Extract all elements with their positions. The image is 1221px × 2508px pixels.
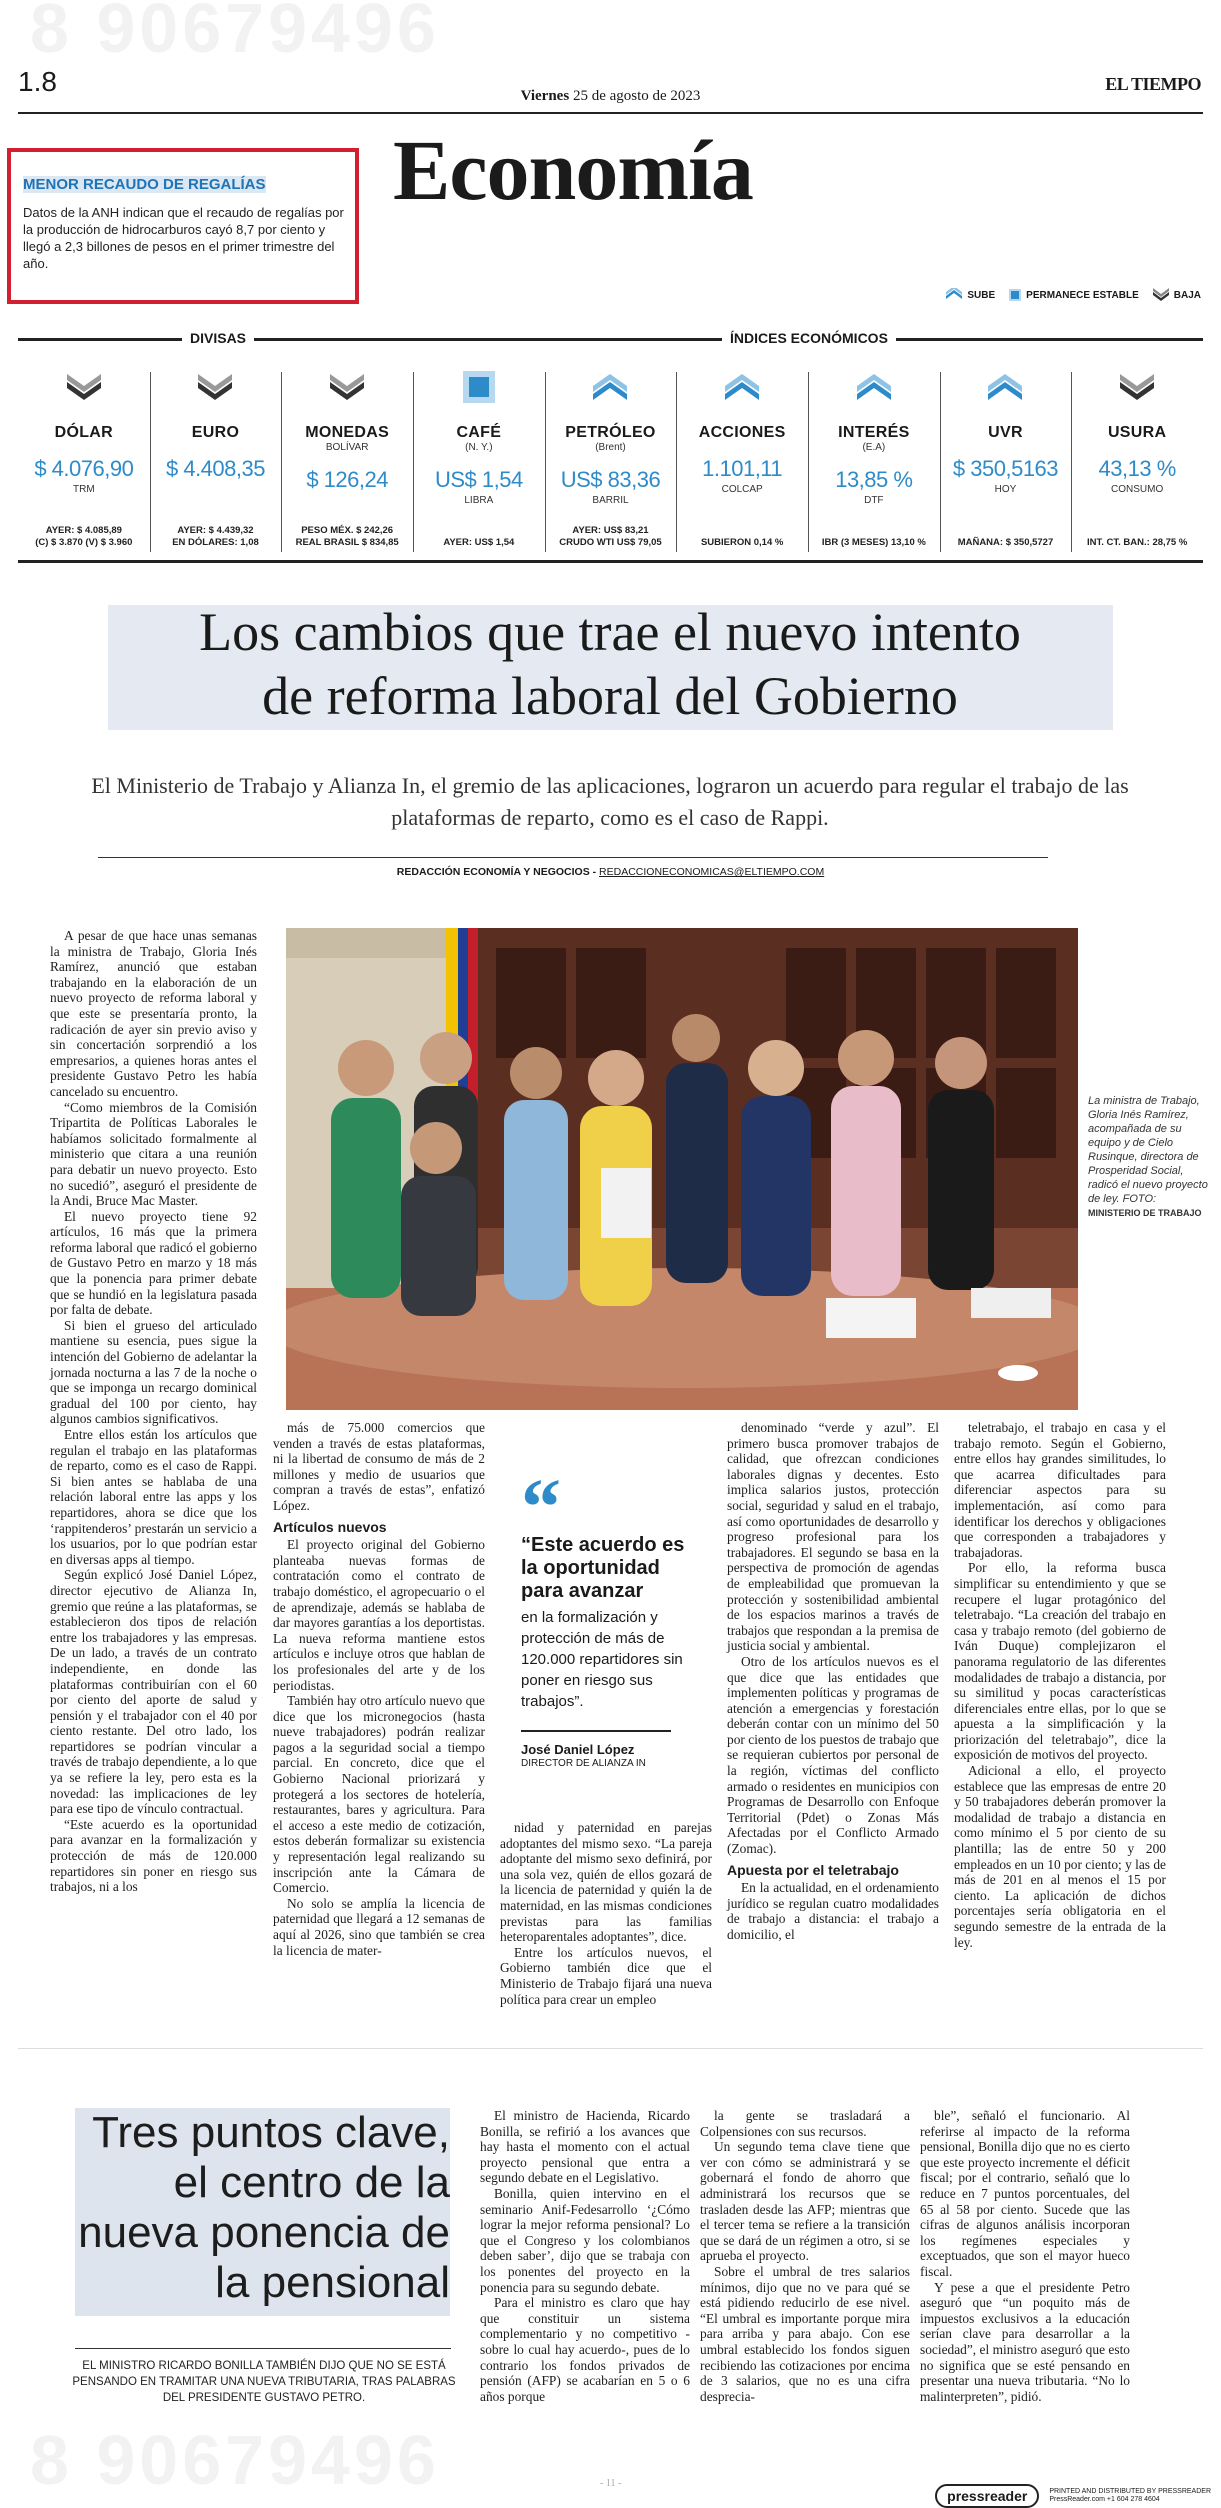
page-number: 1.8 xyxy=(18,66,57,97)
indices-label: ÍNDICES ECONÓMICOS xyxy=(722,330,896,346)
market-name: CAFÉ xyxy=(456,424,502,441)
market-unit: TRM xyxy=(72,484,95,495)
market-value: $ 126,24 xyxy=(306,467,388,492)
market-foot-1: PESO MÉX. $ 242,26 xyxy=(301,525,394,536)
second-story-headline: Tres puntos clave, el centro de la nueva ponencia de la pensional xyxy=(78,2108,450,2307)
legend-stable xyxy=(1009,289,1139,301)
market-footnote xyxy=(413,537,545,549)
pull-quote-lead: “Este acuerdo es la oportunidad para avanzar xyxy=(521,1534,685,1602)
legend-up xyxy=(946,288,995,302)
market-value: $ 4.408,35 xyxy=(165,456,265,481)
market-value: 13,85 % xyxy=(835,467,913,492)
trend-down-icon xyxy=(1071,370,1203,404)
market-foot-1: AYER: $ 4.439,32 xyxy=(177,525,254,536)
paragraph: Y pese a que el presidente Petro aseguró que “un poquito más de impuestos exclusivos a la educación serían clave para desarrollar a la sociedad”, el ministro aseguró que esto no significa que se esté pensando en presentar una nueva tributaria. “No lo malinterpreten”, pidió. xyxy=(920,2279,1130,2404)
paragraph: En la actualidad, en el ordenamiento jurídico se regulan cuatro modalidades de trabajo a distancia: el trabajo a domicilio, el xyxy=(727,1880,939,1942)
legend-stable-label: PERMANECE ESTABLE xyxy=(1026,289,1139,301)
subhead-articulos-nuevos: Artículos nuevos xyxy=(273,1518,387,1535)
pressreader-footer xyxy=(935,2484,1211,2508)
date-rest: 25 de agosto de 2023 xyxy=(572,88,701,104)
photo-credit: MINISTERIO DE TRABAJO xyxy=(1088,1208,1202,1218)
second-story-rule xyxy=(75,2348,451,2349)
photo-caption-text: La ministra de Trabajo, Gloria Inés Ramírez, acompañada de su equipo y de Cielo Rusinque, directora de Prosperidad Social, radicó el nuevo proyecto de ley. FOTO: xyxy=(1088,1095,1208,1205)
quote-mark-icon: “ xyxy=(521,1464,561,1552)
second-column-2 xyxy=(700,2108,910,2404)
byline-email-link[interactable]: REDACCIONECONOMICAS@ELTIEMPO.COM xyxy=(599,866,825,878)
paragraph: denominado “verde y azul”. El primero busca promover trabajos de calidad, que ofrezcan condiciones laborales dignas y decentes. Esto implica salarios justos, protección social, seguridad y salud en el trabajo, así como oportunidades de desarrollo y progreso profesional para los trabajadores. El segundo se basa en la perspectiva de promoción de agendas de empleabilidad que promuevan la protección y sostenibilidad ambiental de los espacios marinos a través de trabajos que respondan a la premisa de justicia social y ambiental. xyxy=(727,1420,939,1654)
market-footnote xyxy=(545,525,677,549)
paragraph: El proyecto original del Gobierno planteaba nuevas formas de contratación como el contrato de trabajo doméstico, el agropecuario o el de aprendizaje, además se hablaba de dar mayores garantías a los deportistas. La nueva reforma mantiene estos artículos e incluye otros que hablan de los profesionales del arte y de los periodistas. xyxy=(273,1537,485,1693)
trend-up-icon xyxy=(808,370,940,404)
market-subname: BOLÍVAR xyxy=(325,442,369,453)
market-separator xyxy=(808,372,809,552)
pressreader-line-2: PressReader.com +1 604 278 4604 xyxy=(1049,2496,1160,2503)
market-subname: (N. Y.) xyxy=(465,442,493,453)
market-separator xyxy=(281,372,282,552)
paragraph: Sobre el umbral de tres salarios mínimos, dijo que no ve para qué se está pidiendo reducirlo de ese nivel. “El umbral es importante porque mira para arriba y para abajo. Con ese umbral establecido los fondos siguen recibiendo las cotizaciones por encima de 3 salarios, que no es una cifra despreciа- xyxy=(700,2263,910,2404)
market-name: MONEDAS xyxy=(305,424,390,441)
summary-text: Datos de la ANH indican que el recaudo de regalías por la producción de hidrocarburos cayó 8,7 por ciento y llegó a 2,3 billones de pesos en el primer trimestre del año. xyxy=(23,205,344,271)
pressreader-text xyxy=(1049,2488,1211,2504)
paragraph: El ministro de Hacienda, Ricardo Bonilla, se refirió a los avances que hay hasta el momento con el actual proyecto pensional que entra a segundo debate en el Legislativo. xyxy=(480,2108,690,2186)
market-value: US$ 83,36 xyxy=(560,467,661,492)
paragraph: ble”, señaló el funcionario. Al referirse al impacto de la reforma pensional, Bonilla dijo que no es cierto que este proyecto incremente el déficit fiscal; por el contrario, señaló que lo reduce en 7 puntos porcentuales, del 65 al 58 por ciento. Sucede que las cifras de algunos análisis incorporan los regímenes especiales y exceptuados, que son el mayor hueco fiscal. xyxy=(920,2108,1130,2279)
market-separator xyxy=(150,372,151,552)
up-arrow-icon xyxy=(946,288,962,302)
market-footnote xyxy=(808,537,940,549)
market-foot-2: IBR (3 MESES) 13,10 % xyxy=(821,537,926,548)
pressreader-line-1: PRINTED AND DISTRIBUTED BY PRESSREADER xyxy=(1049,2488,1211,2495)
market-unit: BARRIL xyxy=(592,495,629,506)
market-footnote xyxy=(18,525,150,549)
legend-up-label: SUBE xyxy=(967,289,996,301)
market-cell-acciones xyxy=(676,360,808,555)
paragraph: Adicional a ello, el proyecto establece que las empresas de entre 20 y 50 trabajadores deberán promover la modalidad de trabajo a distancia en como mínimo el 5 por ciento de su plantilla; las de entre 50 y 200 empleados en un 10 por ciento; y las de más de 201 en al menos el 15 por ciento. La aplicación de dichos porcentajes sería obligatoria en el segundo semestre de la entrada de la ley. xyxy=(954,1763,1166,1950)
market-unit: HOY xyxy=(994,484,1017,495)
paragraph: más de 75.000 comercios que venden a través de estas plataformas, ni la libertad de consumo de más de 2 millones y medio de usuarios que compran a través de estas”, enfatizó López. xyxy=(273,1420,485,1513)
second-column-3 xyxy=(920,2108,1130,2404)
market-name: DÓLAR xyxy=(54,424,114,441)
summary-kicker: MENOR RECAUDO DE REGALÍAS xyxy=(23,176,266,193)
market-name: USURA xyxy=(1107,424,1167,441)
paragraph: la gente se trasladará a Colpensiones con sus recursos. xyxy=(700,2108,910,2139)
market-cell-dólar xyxy=(18,360,150,555)
market-unit: COLCAP xyxy=(721,484,763,495)
trend-up-icon xyxy=(676,370,808,404)
trend-stable-icon xyxy=(413,370,545,404)
page-mark: - 11 - xyxy=(600,2478,622,2489)
market-separator xyxy=(676,372,677,552)
pull-quote xyxy=(521,1534,701,1712)
market-foot-2: INT. CT. BAN.: 28,75 % xyxy=(1087,537,1188,548)
paragraph: Entre los artículos nuevos, el Gobierno también dice que el Ministerio de Trabajo fijará una nueva política para crear un empleo xyxy=(500,1944,712,2007)
market-foot-2: REAL BRASIL $ 834,85 xyxy=(295,537,399,548)
watermark-top: 8 90679496 xyxy=(30,0,440,67)
headline xyxy=(60,600,1160,728)
byline-text: REDACCIÓN ECONOMÍA Y NEGOCIOS - xyxy=(396,866,600,878)
market-foot-2: (C) $ 3.870 (V) $ 3.960 xyxy=(35,537,133,548)
group-photo-illustration xyxy=(286,928,1078,1410)
trend-up-icon xyxy=(545,370,677,404)
market-cell-interés xyxy=(808,360,940,555)
article-column-4 xyxy=(727,1420,939,1943)
market-value: $ 350,5163 xyxy=(952,456,1059,481)
trend-down-icon xyxy=(150,370,282,404)
paragraph: Si bien el grueso del articulado mantiene su esencia, pues sigue la intención del Gobierno de adelantar la jornada nocturna a las 7 de la noche o que se imponga un recargo dominical gradual del 100 por ciento, hay algunos cambios significativos. xyxy=(50,1317,257,1427)
market-name: ACCIONES xyxy=(698,424,786,441)
article-column-5 xyxy=(954,1420,1166,1950)
legend-down xyxy=(1153,288,1201,302)
stable-square-icon xyxy=(1009,289,1021,301)
markets-bottom-rule xyxy=(18,560,1203,563)
market-cell-petróleo xyxy=(545,360,677,555)
paragraph: Bonilla, quien intervino en el seminario Anif-Fedesarrollo ‘¿Cómo lograr la mejor reforma pensional? Lo que el Congreso y los colombianos deben saber’, dijo que se trabaja con los ponentes del proyecto en la ponencia para su segundo debate. xyxy=(480,2185,690,2295)
date-day: Viernes xyxy=(520,88,570,104)
paragraph: Según explicó José Daniel López, director ejecutivo de Alianza In, gremio que reúne a las plataformas, se establecieron dos tipos de relación entre los trabajadores y las empresas. De un lado, a través de un contrato independiente, en donde las plataformas contribuirían con el 60 por ciento del aporte de salud y pensión y el trabajador con el 40 por ciento restante. Del otro lado, los repartidores se podrían vincular a través de trabajo dependiente, a lo que ya se refiere la ley, pero esta es la novedad: las implicaciones de ley para ese tipo de vínculo contractual. xyxy=(50,1567,257,1817)
market-cell-café xyxy=(413,360,545,555)
headline-line-2: de reforma laboral del Gobierno xyxy=(262,666,958,726)
article-photo xyxy=(286,928,1078,1410)
pull-quote-name: José Daniel López xyxy=(521,1742,635,1757)
market-cell-monedas xyxy=(281,360,413,555)
market-name: INTERÉS xyxy=(838,424,910,441)
headline-line-1: Los cambios que trae el nuevo intento xyxy=(199,602,1021,662)
market-foot-2: SUBIERON 0,14 % xyxy=(700,537,784,548)
market-name: UVR xyxy=(988,424,1023,441)
paragraph: “Este acuerdo es la oportunidad para avanzar en la formalización y protección de más de 120.000 repartidores sin poner en riesgo sus trabajos, ni a los xyxy=(50,1816,257,1895)
down-arrow-icon xyxy=(1153,288,1169,302)
market-cell-usura xyxy=(1071,360,1203,555)
market-separator xyxy=(940,372,941,552)
market-subname: (Brent) xyxy=(595,442,626,453)
paragraph: Entre ellos están los artículos que regulan el trabajo en las plataformas de reparto, como es el caso de Rappi. Si bien antes se hablaba de una relación laboral entre las apps y los repartidores, ahora se dice que los ‘rappitenderos’ prestarán un servicio a los usuarios, por lo que podrían estar en diversas apps al tiempo. xyxy=(50,1427,257,1567)
market-subname: (E.A) xyxy=(862,442,886,453)
standfirst: El Ministerio de Trabajo y Alianza In, el gremio de las aplicaciones, lograron un acuerdo para regular el trabajo de las plataformas de reparto, como es el caso de Rappi. xyxy=(91,773,1129,830)
article-column-3 xyxy=(500,1820,712,2007)
article-column-2 xyxy=(273,1420,485,1958)
market-footnote xyxy=(150,525,282,549)
trend-legend xyxy=(946,288,1201,302)
divisas-label: DIVISAS xyxy=(182,330,254,346)
paragraph: También hay otro artículo nuevo que dice que los micronegocios (hasta nueve trabajadores) podrán realizar pagos a la seguridad social a tiempo parcial. En concreto, dice que el Gobierno Nacional priorizará y protegerá a los sectores de hotelería, restaurantes, bares y agricultura. Para el acceso a este medio de cotización, estos deberán formalizar su existencia y representación legal realizando su inscripción ante la Cámara de Comercio. xyxy=(273,1693,485,1896)
date-line xyxy=(0,88,1221,105)
market-footnote xyxy=(940,537,1072,549)
section-title: Economía xyxy=(393,122,753,218)
market-unit: CONSUMO xyxy=(1111,484,1164,495)
market-cell-euro xyxy=(150,360,282,555)
trend-up-icon xyxy=(940,370,1072,404)
paragraph: teletrabajo, el trabajo en casa y el trabajo remoto. Según el Gobierno, entre ellos hay grandes similitudes, lo que acarrea dificultades para diferenciar aspectos para su implementación, así como para identificar los derechos y obligaciones que corresponden a trabajadores y trabajadoras. xyxy=(954,1420,1166,1560)
market-value: 43,13 % xyxy=(1098,456,1176,481)
subhead-teletrabajo: Apuesta por el teletrabajo xyxy=(727,1861,899,1878)
byline-rule xyxy=(98,857,1048,858)
market-unit: DTF xyxy=(864,495,884,506)
market-footnote xyxy=(1071,537,1203,549)
market-value: US$ 1,54 xyxy=(434,467,523,492)
market-foot-2: EN DÓLARES: 1,08 xyxy=(172,537,259,548)
trend-down-icon xyxy=(18,370,150,404)
paragraph: Otro de los artículos nuevos es el que dice que las entidades que implementen políticas y programas de atención a emergencias y forestación deberán contar con un mínimo del 50 por ciento de los puestos de trabajo que se requieran cubiertos por personal de la región, víctimas del conflicto armado o residentes en municipios con Programas de Desarrollo con Enfoque Territorial (Pdet) o Zonas Más Afectadas por el Conflicto Armado (Zomac). xyxy=(727,1653,939,1857)
paragraph: “Como miembros de la Comisión Tripartita de Políticas Laborales le habíamos solicitado formalmente al ministerio que citara a una reunión para debatir un nuevo proyecto. Esto no sucedió”, aseguró el presidente de la Andi, Bruce Mac Master. xyxy=(50,1099,257,1209)
paragraph: Un segundo tema clave tiene que ver con cómo se administrará y se gobernará el fondo de ahorro que administrará los recursos que se trasladen desde las AFP; mientras que el tercer tema se refiere a la transición que se dará de un régimen a otro, si se aprueba el proyecto. xyxy=(700,2139,910,2264)
legend-down-label: BAJA xyxy=(1173,289,1201,301)
market-foot-2: CRUDO WTI US$ 79,05 xyxy=(559,537,662,548)
trend-down-icon xyxy=(281,370,413,404)
byline xyxy=(0,866,1221,878)
market-separator xyxy=(545,372,546,552)
market-foot-2: AYER: US$ 1,54 xyxy=(443,537,515,548)
pull-quote-rule xyxy=(521,1730,671,1732)
photo-caption xyxy=(1088,1094,1208,1220)
pull-quote-rest: en la formalización y protección de más de 120.000 repartidores sin poner en riesgo sus trabajos”. xyxy=(521,1609,683,1710)
article-column-1 xyxy=(50,928,257,1895)
market-value: $ 4.076,90 xyxy=(34,456,134,481)
second-column-1 xyxy=(480,2108,690,2404)
paragraph: A pesar de que hace unas semanas la ministra de Trabajo, Gloria Inés Ramírez, anunció que estaban trabajando en la elaboración de un nuevo proyecto de reforma laboral y que este se presentaría pronto, la radicación de ayer sin previo aviso y sin concertación sorprendió a los empresarios, a quienes horas antes el presidente Gustavo Petro les había cancelado su encuentro. xyxy=(50,928,257,1099)
paragraph: El nuevo proyecto tiene 92 artículos, 16 más que la primera reforma laboral que radicó el gobierno de Gustavo Petro en marzo y 18 más que la ponencia para primer debate que se hundió en la legislatura pasada por falta de debate. xyxy=(50,1208,257,1318)
pull-quote-role: DIRECTOR DE ALIANZA IN xyxy=(521,1758,646,1769)
watermark-bottom: 8 90679496 xyxy=(30,2421,440,2499)
market-name: EURO xyxy=(191,424,240,441)
market-separator xyxy=(413,372,414,552)
market-unit: LIBRA xyxy=(464,495,494,506)
paragraph: Para el ministro es claro que hay que constituir un sistema complementario y no competitivo -sobre lo cual hay acuerdo-, pues de lo contrario los fondos privados de pensión (AFP) se acabarían en 5 o 6 años porque xyxy=(480,2295,690,2404)
section-divider xyxy=(18,2048,1203,2049)
summary-box xyxy=(7,148,359,304)
market-cell-uvr xyxy=(940,360,1072,555)
top-rule xyxy=(18,112,1203,114)
pressreader-logo[interactable]: pressreader xyxy=(935,2484,1039,2508)
market-separator xyxy=(1071,372,1072,552)
paragraph: No solo se amplía la licencia de paternidad que llegará a 12 semanas de aquí al 2026, sino que también se crea la licencia de mater- xyxy=(273,1895,485,1958)
market-foot-2: MAÑANA: $ 350,5727 xyxy=(957,537,1054,548)
market-value: 1.101,11 xyxy=(702,456,783,481)
market-foot-1: AYER: $ 4.085,89 xyxy=(45,525,122,536)
market-name: PETRÓLEO xyxy=(565,424,656,441)
brand-logo: EL TIEMPO xyxy=(1105,74,1201,94)
market-footnote xyxy=(281,525,413,549)
market-foot-1: AYER: US$ 83,21 xyxy=(572,525,649,536)
market-footnote xyxy=(676,537,808,549)
paragraph: nidad y paternidad en parejas adoptantes del mismo sexo. “La pareja adoptante del mismo sexo definirá, por una sola vez, quién de ellos gozará de la licencia de paternidad y quién la de maternidad, en las mismas condiciones previstas para las familias heteroparentales adoptantes”, dice. xyxy=(500,1820,712,1945)
second-story-subhead: EL MINISTRO RICARDO BONILLA TAMBIÉN DIJO QUE NO SE ESTÁ PENSANDO EN TRAMITAR UNA NUEVA TRIBUTARIA, TRAS PALABRAS DEL PRESIDENTE GUSTAVO PETRO. xyxy=(72,2360,456,2404)
paragraph: Por ello, la reforma busca simplificar su entendimiento y que se recupere el lugar protagónico del teletrabajo. “La creación del trabajo en casa y trabajo remoto (del gobierno de Iván Duque) complejizaron el panorama regulatorio de las diferentes modalidades de trabajo a distancia, por su similitud y pocas características diferenciales entre ellas, por lo que se apuesta a la simplificación y la priorización del teletrabajo”, dice la exposición de motivos del proyecto. xyxy=(954,1560,1166,1763)
